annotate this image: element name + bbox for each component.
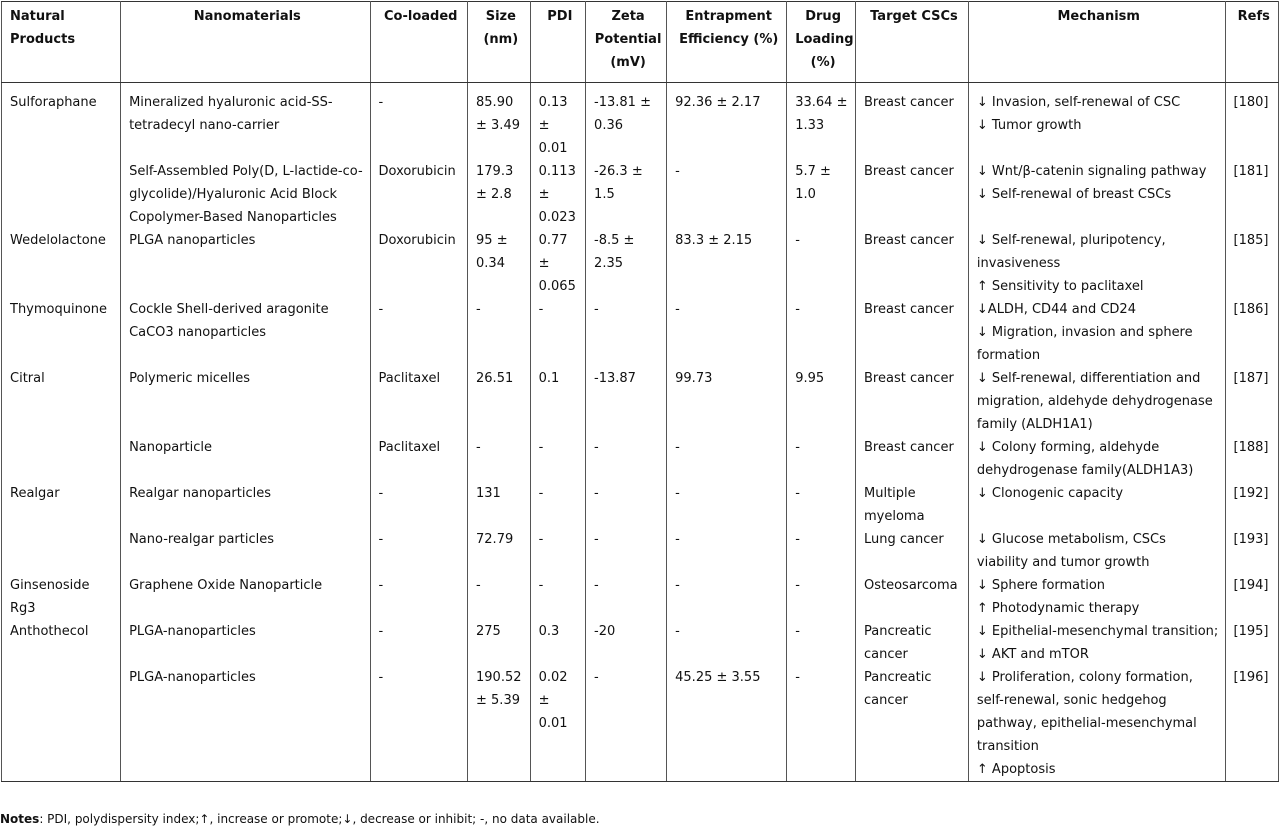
table-cell: - [586,574,667,620]
table-cell: - [370,666,468,782]
table-cell: 85.90 ± 3.49 [468,83,531,161]
mechanism-line: ↓ Self-renewal, pluripotency, invasiveness [976,233,1166,271]
table-cell: -26.3 ± 1.5 [586,160,667,229]
table-cell: Breast cancer [856,436,969,482]
table-cell: [185] [1225,229,1278,298]
table-row [2,574,1279,620]
table-cell: - [468,298,531,367]
mechanism-line: ↓ Tumor growth [976,118,1082,133]
table-cell: Paclitaxel [370,367,468,436]
table-cell: Breast cancer [856,160,969,229]
table-cell: [188] [1225,436,1278,482]
table-cell: 0.113 ± 0.023 [530,160,585,229]
table-cell: Self-Assembled Poly(D, L-lactide-co-glycolide)/Hyaluronic Acid Block Copolymer-Based Nanoparticles [121,160,370,229]
table-cell: - [787,620,856,666]
table-cell [968,528,1225,574]
table-row [2,620,1279,666]
table-cell: Osteosarcoma [856,574,969,620]
table-cell [2,436,121,482]
mechanism-line: ↓ Sphere formation [976,578,1106,593]
table-cell: -20 [586,620,667,666]
table-header-row [2,2,1279,83]
table-cell: 26.51 [468,367,531,436]
table-cell: - [586,482,667,528]
table-cell: - [787,528,856,574]
table-cell: 99.73 [667,367,787,436]
mechanism-line: ↓ Self-renewal, differentiation and migration, aldehyde dehydrogenase family (ALDH1A1) [976,371,1213,432]
table-row [2,367,1279,436]
column-header: Co-loaded [370,2,468,83]
table-cell: - [667,298,787,367]
mechanism-line: ↓ Wnt/β-catenin signaling pathway [976,164,1207,179]
table-cell: Breast cancer [856,298,969,367]
notes-text: : PDI, polydispersity index;↑, increase or promote;↓, decrease or inhibit; -, no data available. [39,812,600,826]
table-cell [2,666,121,782]
table-cell: -13.87 [586,367,667,436]
table-cell: 83.3 ± 2.15 [667,229,787,298]
table-row [2,436,1279,482]
column-header: Size (nm) [468,2,531,83]
table-cell: 190.52 ± 5.39 [468,666,531,782]
table-cell: - [787,298,856,367]
mechanism-line: ↓ Migration, invasion and sphere formation [976,325,1193,363]
table-cell: Paclitaxel [370,436,468,482]
table-cell [968,620,1225,666]
table-cell: - [667,436,787,482]
mechanism-line: ↓ Proliferation, colony formation, self-renewal, sonic hedgehog pathway, epithelial-mesenchymal transition [976,670,1197,754]
table-cell: 0.3 [530,620,585,666]
column-header: Natural Products [2,2,121,83]
table-cell: Nano-realgar particles [121,528,370,574]
table-cell: Pancreatic cancer [856,620,969,666]
table-cell: Wedelolactone [2,229,121,298]
table-cell: - [530,528,585,574]
table-cell: Breast cancer [856,367,969,436]
table-cell: 9.95 [787,367,856,436]
table-cell: Realgar nanoparticles [121,482,370,528]
table-cell [2,160,121,229]
table-cell: Anthothecol [2,620,121,666]
table-cell: [194] [1225,574,1278,620]
table-cell: Doxorubicin [370,229,468,298]
table-cell: Nanoparticle [121,436,370,482]
table-cell: 0.13 ± 0.01 [530,83,585,161]
table-cell: - [370,482,468,528]
table-cell: - [530,482,585,528]
table-cell: 275 [468,620,531,666]
table-row [2,666,1279,782]
table-cell: [180] [1225,83,1278,161]
mechanism-line: ↑ Sensitivity to paclitaxel [976,279,1144,294]
table-cell: Pancreatic cancer [856,666,969,782]
table-cell: Breast cancer [856,229,969,298]
table-cell [968,83,1225,161]
table-cell: - [586,298,667,367]
table-cell: - [370,620,468,666]
table-cell: 179.3 ± 2.8 [468,160,531,229]
notes-label: Notes [0,812,40,826]
table-cell: - [667,574,787,620]
table-cell: 0.1 [530,367,585,436]
table-cell [2,528,121,574]
table-cell: - [530,574,585,620]
table-notes [0,811,600,827]
mechanism-line: ↓ Epithelial-mesenchymal transition; [976,624,1219,639]
mechanism-line: ↑ Apoptosis [976,762,1056,777]
table-cell: -8.5 ± 2.35 [586,229,667,298]
table-cell: Ginsenoside Rg3 [2,574,121,620]
column-header: Refs [1225,2,1278,83]
table-cell: - [468,436,531,482]
table-cell [968,482,1225,528]
table-cell: - [530,436,585,482]
table-cell: - [787,229,856,298]
table-row [2,482,1279,528]
table-cell [968,229,1225,298]
table-cell: 95 ± 0.34 [468,229,531,298]
column-header: Drug Loading (%) [787,2,856,83]
table-cell: - [586,528,667,574]
table-row [2,160,1279,229]
table-cell: - [586,666,667,782]
table-cell: Mineralized hyaluronic acid-SS-tetradecyl nano-carrier [121,83,370,161]
table-cell: Doxorubicin [370,160,468,229]
table-row [2,83,1279,161]
mechanism-line: ↑ Photodynamic therapy [976,601,1140,616]
mechanism-line: ↓ Glucose metabolism, CSCs viability and tumor growth [976,532,1166,570]
table-cell: [195] [1225,620,1278,666]
table-cell: 72.79 [468,528,531,574]
table-cell: [187] [1225,367,1278,436]
column-header: PDI [530,2,585,83]
table-cell [968,367,1225,436]
table-body [2,83,1279,782]
table-cell: - [667,482,787,528]
column-header: Mechanism [968,2,1225,83]
table-row [2,528,1279,574]
column-header: Zeta Potential (mV) [586,2,667,83]
table-cell [968,574,1225,620]
table-cell: Graphene Oxide Nanoparticle [121,574,370,620]
table-cell: - [370,298,468,367]
mechanism-line: ↓ Self-renewal of breast CSCs [976,187,1172,202]
table-cell [968,160,1225,229]
table-cell: -13.81 ± 0.36 [586,83,667,161]
table-cell: PLGA-nanoparticles [121,620,370,666]
table-cell: Citral [2,367,121,436]
table-cell: 45.25 ± 3.55 [667,666,787,782]
mechanism-line: ↓ Colony forming, aldehyde dehydrogenase family(ALDH1A3) [976,440,1194,478]
table-cell: - [787,574,856,620]
table-cell: 0.02 ± 0.01 [530,666,585,782]
table-cell: - [667,528,787,574]
table-cell: 131 [468,482,531,528]
table-cell: PLGA nanoparticles [121,229,370,298]
table-cell: [181] [1225,160,1278,229]
table-cell: - [787,482,856,528]
table-cell: - [370,83,468,161]
column-header: Target CSCs [856,2,969,83]
mechanism-line: ↓ALDH, CD44 and CD24 [976,302,1136,317]
table-cell: - [667,160,787,229]
table-cell: 5.7 ± 1.0 [787,160,856,229]
table-cell: Thymoquinone [2,298,121,367]
table-cell: Multiple myeloma [856,482,969,528]
mechanism-line: ↓ Clonogenic capacity [976,486,1124,501]
table-cell: [196] [1225,666,1278,782]
table-cell: Lung cancer [856,528,969,574]
table-cell: Breast cancer [856,83,969,161]
table-cell: - [530,298,585,367]
table-cell: 0.77 ± 0.065 [530,229,585,298]
table-cell: - [787,666,856,782]
mechanism-line: ↓ AKT and mTOR [976,647,1089,662]
table-cell [968,666,1225,782]
table-cell: 92.36 ± 2.17 [667,83,787,161]
table-cell [968,436,1225,482]
table-cell: Sulforaphane [2,83,121,161]
column-header: Nanomaterials [121,2,370,83]
table-cell: - [370,528,468,574]
mechanism-line: ↓ Invasion, self-renewal of CSC [976,95,1181,110]
table-cell: [192] [1225,482,1278,528]
table-row [2,229,1279,298]
table-cell: Polymeric micelles [121,367,370,436]
table-cell [968,298,1225,367]
table-row [2,298,1279,367]
data-table [1,1,1279,782]
table-cell: Cockle Shell-derived aragonite CaCO3 nanoparticles [121,298,370,367]
table-cell: - [370,574,468,620]
table-cell: - [586,436,667,482]
table-cell: [193] [1225,528,1278,574]
table-cell: - [667,620,787,666]
table-cell: [186] [1225,298,1278,367]
table-cell: PLGA-nanoparticles [121,666,370,782]
column-header: Entrapment Efficiency (%) [667,2,787,83]
table-cell: 33.64 ± 1.33 [787,83,856,161]
table-cell: - [468,574,531,620]
table-cell: Realgar [2,482,121,528]
table-cell: - [787,436,856,482]
